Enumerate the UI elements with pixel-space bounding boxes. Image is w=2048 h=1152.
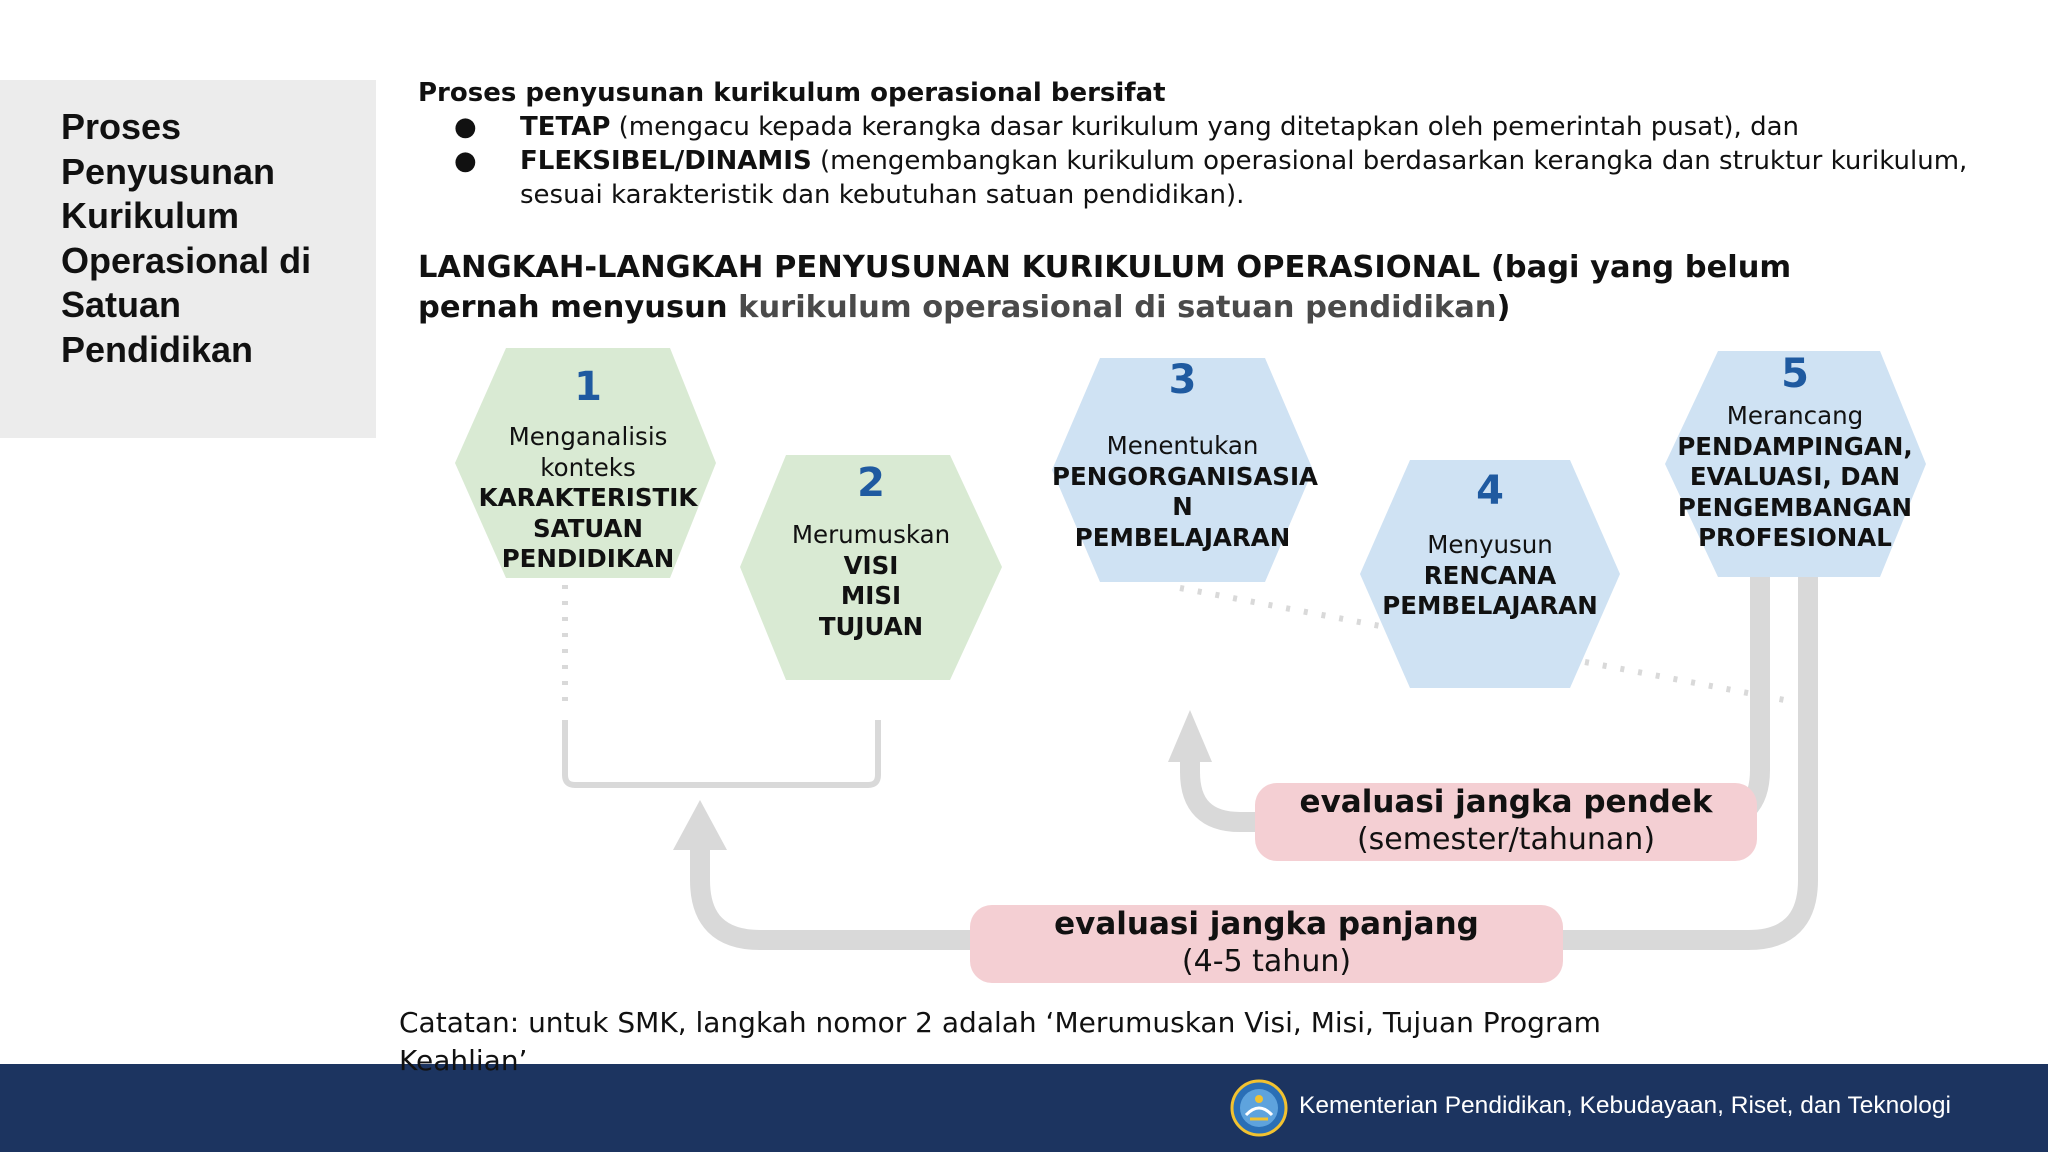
sidebar-title-line: Proses — [61, 106, 182, 147]
step-1-bold: KARAKTERISTIK — [478, 483, 698, 512]
smk-note: Catatan: untuk SMK, langkah nomor 2 adalah ‘Merumuskan Visi, Misi, Tujuan Program Keahlian’ — [399, 1006, 1601, 1077]
heading-part-grey: kurikulum operasional di satuan pendidikan — [738, 290, 1497, 325]
step-1-number: 1 — [574, 364, 602, 410]
bullet-bold: TETAP — [520, 112, 611, 142]
short-eval-arrowhead — [1168, 710, 1212, 762]
short-eval-period: (semester/tahunan) — [1356, 822, 1656, 857]
step-3-bold: N — [1172, 492, 1193, 521]
short-eval-title: evaluasi jangka pendek — [1299, 784, 1713, 820]
heading-part: ) — [1496, 290, 1511, 325]
step-4-bold: RENCANA — [1423, 560, 1557, 590]
step-4-bold: PEMBELAJARAN — [1382, 591, 1598, 620]
step-1-bold: SATUAN — [532, 513, 644, 543]
step-2-bold: MISI — [840, 581, 902, 610]
bullet-dot: ● — [454, 146, 477, 176]
step-4 — [1372, 468, 1608, 622]
step-5-bold: EVALUASI, DAN — [1689, 462, 1901, 491]
ministry-logo-icon — [1230, 1079, 1288, 1137]
sidebar-title-line: Operasional di — [61, 239, 312, 281]
bullet-text: (mengembangkan kurikulum operasional berdasarkan kerangka dan struktur kurikulum, sesuai karakteristik dan kebutuhan satuan pendidikan). — [520, 146, 1968, 210]
intro-lead: Proses penyusunan kurikulum operasional bersifat — [418, 78, 1166, 108]
step-5 — [1660, 351, 1930, 554]
sidebar-title-line: Kurikulum — [61, 195, 240, 236]
step-2 — [760, 460, 982, 642]
step-1 — [476, 364, 700, 575]
step-1-label: konteks — [540, 452, 636, 482]
long-eval-arrowhead — [673, 800, 727, 850]
sidebar-title-line: Pendidikan — [61, 328, 254, 370]
step-4-number: 4 — [1476, 468, 1504, 514]
long-eval-title: evaluasi jangka panjang — [1054, 906, 1479, 942]
sidebar-title-line: Penyusunan — [61, 150, 276, 192]
step-3-bold: PEMBELAJARAN — [1074, 522, 1291, 552]
step-5-number: 5 — [1781, 351, 1809, 397]
long-eval-period: (4-5 tahun) — [1181, 944, 1352, 979]
short-term-evaluation — [1255, 783, 1757, 861]
bullet-text: (mengacu kepada kerangka dasar kurikulum yang ditetapkan oleh pemerintah pusat), dan — [610, 112, 1800, 142]
step-3-label: Menentukan — [1106, 431, 1259, 460]
step-1-label: Menganalisis — [508, 422, 668, 451]
step-4-label: Menyusun — [1427, 530, 1553, 559]
step-5-bold: PENDAMPINGAN, — [1677, 431, 1913, 461]
bullet-dot: ● — [454, 112, 477, 142]
ministry-name: Kementerian Pendidikan, Kebudayaan, Riset, dan Teknologi — [1299, 1092, 1951, 1119]
step-2-bold: VISI — [843, 550, 899, 580]
step-3-bold: PENGORGANISASIA — [1052, 461, 1319, 491]
step-3 — [1052, 357, 1319, 553]
long-term-evaluation — [970, 905, 1563, 983]
bullet-bold: FLEKSIBEL/DINAMIS — [520, 146, 812, 176]
step-1-bold: PENDIDIKAN — [501, 544, 675, 573]
step-5-bold: PROFESIONAL — [1698, 523, 1892, 552]
dotted-connector-3-4 — [1180, 588, 1380, 626]
step-3-number: 3 — [1168, 357, 1197, 403]
sidebar-title-line: Satuan — [61, 284, 182, 325]
bracket-connector — [565, 720, 878, 785]
step-2-label: Merumuskan — [791, 520, 951, 549]
step-5-label: Merancang — [1726, 401, 1864, 430]
heading-part: LANGKAH-LANGKAH PENYUSUNAN KURIKULUM OPERASIONAL (bagi yang belum pernah menyusun — [418, 250, 1792, 325]
step-5-bold: PENGEMBANGAN — [1677, 492, 1913, 522]
step-2-bold: TUJUAN — [818, 611, 924, 641]
step-2-number: 2 — [857, 460, 885, 506]
